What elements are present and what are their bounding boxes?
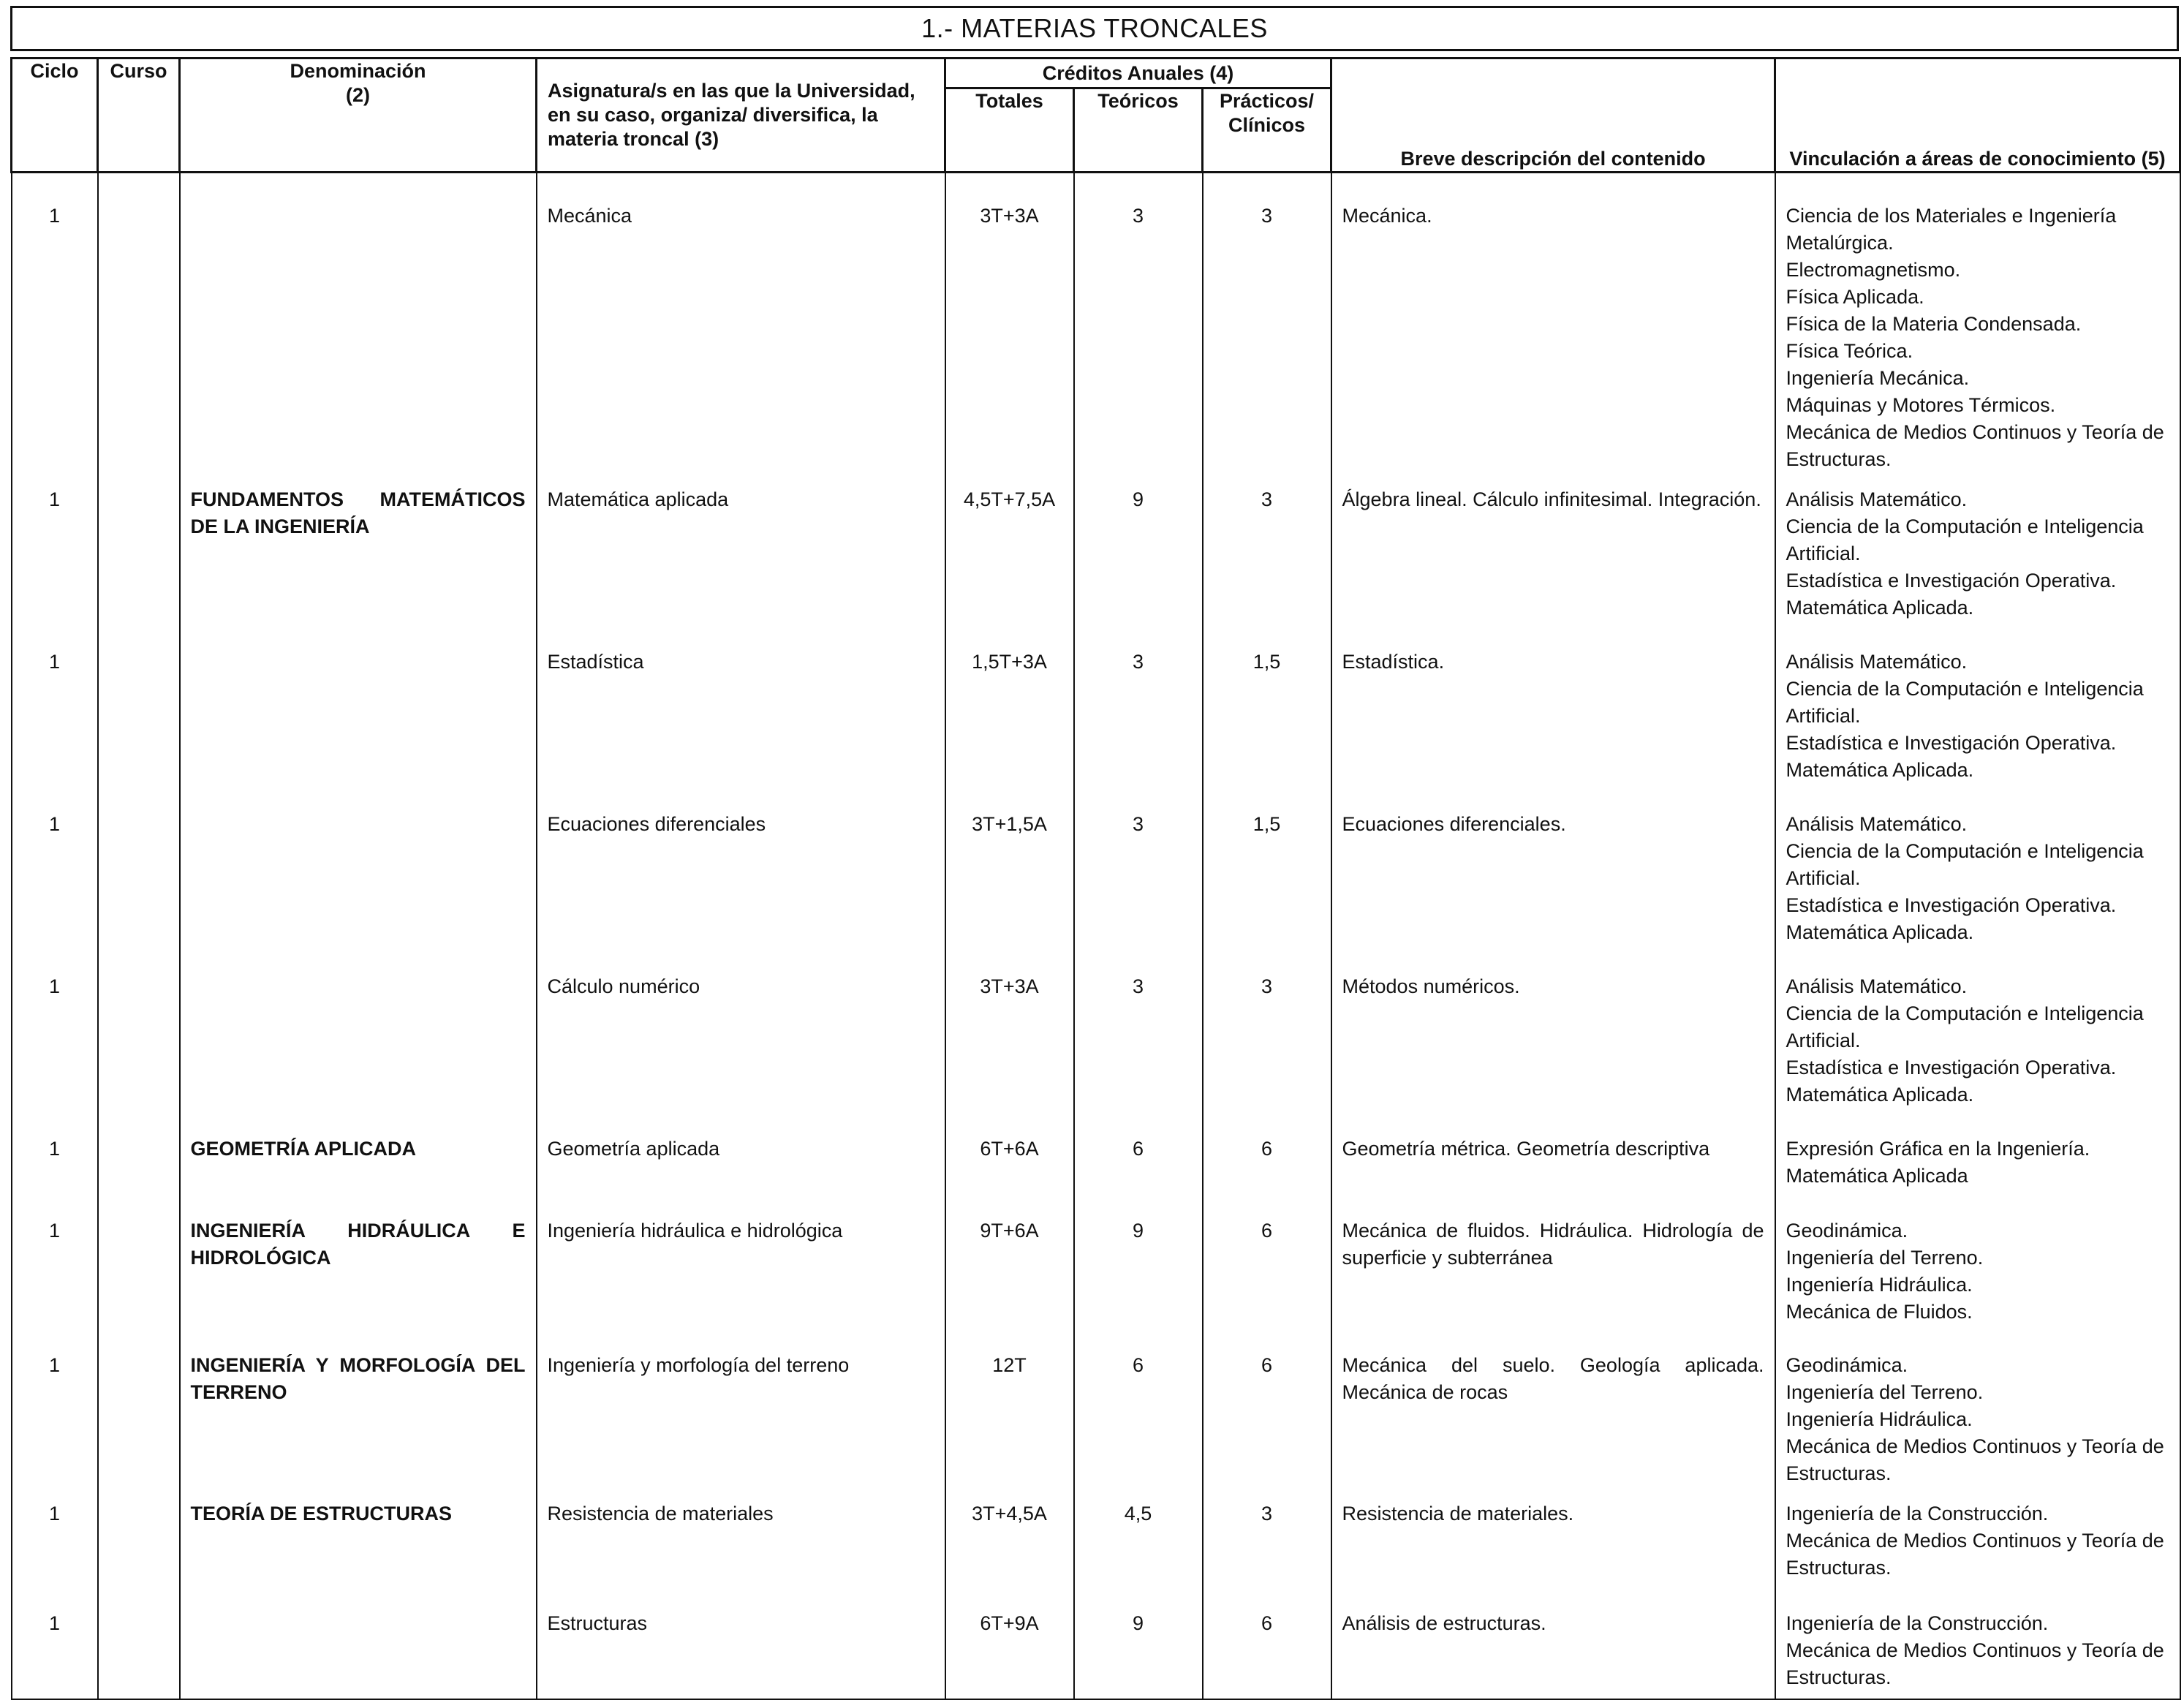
cell-practicos	[1203, 798, 1331, 960]
cell-teoricos	[1074, 635, 1203, 798]
cell-totales-text: 3T+1,5A	[972, 813, 1047, 835]
table-title: 1.- MATERIAS TRONCALES	[921, 13, 1268, 43]
cell-vinculacion	[1775, 1122, 2180, 1204]
cell-ciclo-text: 1	[48, 1138, 61, 1160]
cell-teoricos	[1074, 1487, 1203, 1597]
cell-practicos	[1203, 960, 1331, 1122]
vinculacion-area: Mecánica de Medios Continuos y Teoría de Estructuras.	[1786, 1639, 2164, 1688]
cell-ciclo-text: 1	[48, 1612, 61, 1634]
vinculacion-area: Ciencia de los Materiales e Ingeniería Metalúrgica.	[1786, 205, 2117, 254]
cell-teoricos	[1074, 798, 1203, 960]
vinculacion-area: Ingeniería Hidráulica.	[1786, 1274, 1973, 1296]
cell-teoricos	[1074, 1204, 1203, 1339]
vinculacion-area: Ciencia de la Computación e Inteligencia Artificial.	[1786, 840, 2144, 889]
cell-ciclo	[12, 1204, 98, 1339]
vinculacion-area: Análisis Matemático.	[1786, 813, 1968, 835]
header-practicos: Prácticos/ Clínicos	[1203, 88, 1331, 173]
table-row	[12, 1339, 2180, 1487]
cell-asignatura	[537, 798, 945, 960]
cell-ciclo-text: 1	[48, 1503, 61, 1525]
cell-descripcion-text: Álgebra lineal. Cálculo infinitesimal. Integración.	[1342, 488, 1761, 510]
cell-asignatura-text: Geometría aplicada	[547, 1138, 720, 1160]
cell-curso	[98, 173, 180, 474]
header-totales: Totales	[945, 88, 1074, 173]
cell-denominacion	[180, 1204, 537, 1339]
cell-teoricos	[1074, 1597, 1203, 1699]
cell-vinculacion	[1775, 473, 2180, 635]
cell-asignatura	[537, 173, 945, 474]
cell-totales	[945, 960, 1074, 1122]
cell-ciclo	[12, 960, 98, 1122]
vinculacion-area: Física Aplicada.	[1786, 286, 1924, 308]
cell-descripcion	[1331, 1204, 1775, 1339]
vinculacion-area: Estadística e Investigación Operativa.	[1786, 570, 2117, 592]
cell-ciclo-text: 1	[48, 488, 61, 510]
cell-ciclo	[12, 798, 98, 960]
cell-descripcion	[1331, 173, 1775, 474]
vinculacion-area: Matemática Aplicada.	[1786, 921, 1974, 943]
cell-asignatura	[537, 635, 945, 798]
cell-practicos-text: 6	[1261, 1138, 1273, 1160]
cell-asignatura-text: Ingeniería hidráulica e hidrológica	[547, 1220, 843, 1242]
cell-totales-text: 4,5T+7,5A	[963, 488, 1056, 510]
cell-ciclo	[12, 1597, 98, 1699]
cell-teoricos	[1074, 473, 1203, 635]
cell-practicos	[1203, 635, 1331, 798]
vinculacion-area: Mecánica de Medios Continuos y Teoría de Estructuras.	[1786, 1435, 2164, 1484]
cell-teoricos	[1074, 1122, 1203, 1204]
vinculacion-area: Geodinámica.	[1786, 1354, 1908, 1376]
header-vinculacion: Vinculación a áreas de conocimiento (5)	[1775, 58, 2180, 173]
cell-totales	[945, 1122, 1074, 1204]
header-teoricos: Teóricos	[1074, 88, 1203, 173]
cell-vinculacion	[1775, 960, 2180, 1122]
cell-denominacion	[180, 960, 537, 1122]
cell-practicos-text: 1,5	[1252, 813, 1281, 835]
cell-totales	[945, 1487, 1074, 1597]
cell-ciclo-text: 1	[48, 975, 61, 997]
cell-ciclo	[12, 1487, 98, 1597]
cell-teoricos-text: 3	[1132, 205, 1144, 227]
vinculacion-area: Matemática Aplicada.	[1786, 597, 1974, 619]
cell-asignatura-text: Matemática aplicada	[547, 488, 729, 510]
cell-ciclo-text: 1	[48, 651, 61, 673]
cell-descripcion	[1331, 960, 1775, 1122]
table-row	[12, 1597, 2180, 1699]
vinculacion-area: Máquinas y Motores Térmicos.	[1786, 394, 2056, 416]
cell-practicos-text: 3	[1261, 975, 1273, 997]
header-creditos-anuales: Créditos Anuales (4)	[945, 58, 1331, 88]
cell-practicos-text: 1,5	[1252, 651, 1281, 673]
cell-practicos-text: 3	[1261, 205, 1273, 227]
cell-teoricos	[1074, 173, 1203, 474]
cell-descripcion-text: Métodos numéricos.	[1342, 975, 1520, 997]
cell-teoricos-text: 4,5	[1124, 1503, 1152, 1525]
vinculacion-area: Ingeniería de la Construcción.	[1786, 1612, 2049, 1634]
vinculacion-area: Mecánica de Medios Continuos y Teoría de Estructuras.	[1786, 421, 2164, 470]
cell-asignatura	[537, 1204, 945, 1339]
vinculacion-area: Geodinámica.	[1786, 1220, 1908, 1242]
materias-troncales-table	[10, 57, 2181, 1700]
cell-vinculacion	[1775, 1339, 2180, 1487]
cell-denominacion	[180, 473, 537, 635]
table-row	[12, 1122, 2180, 1204]
cell-ciclo	[12, 173, 98, 474]
table-title-box	[10, 6, 2179, 51]
cell-denominacion-text: INGENIERÍA HIDRÁULICA E HIDROLÓGICA	[190, 1220, 526, 1269]
cell-totales	[945, 635, 1074, 798]
cell-ciclo-text: 1	[48, 205, 61, 227]
cell-asignatura	[537, 960, 945, 1122]
cell-practicos-text: 6	[1261, 1354, 1273, 1376]
cell-denominacion	[180, 1487, 537, 1597]
cell-asignatura	[537, 1487, 945, 1597]
table-header	[12, 58, 2180, 173]
cell-practicos	[1203, 1122, 1331, 1204]
vinculacion-area: Ciencia de la Computación e Inteligencia Artificial.	[1786, 1002, 2144, 1051]
cell-ciclo	[12, 1339, 98, 1487]
cell-denominacion	[180, 1122, 537, 1204]
cell-totales-text: 3T+3A	[980, 975, 1039, 997]
vinculacion-area: Matemática Aplicada.	[1786, 1084, 1974, 1106]
cell-curso	[98, 1487, 180, 1597]
vinculacion-area: Estadística e Investigación Operativa.	[1786, 894, 2117, 916]
vinculacion-area: Ingeniería de la Construcción.	[1786, 1503, 2049, 1525]
cell-asignatura-text: Mecánica	[547, 205, 632, 227]
vinculacion-area: Ingeniería del Terreno.	[1786, 1247, 1984, 1269]
cell-descripcion	[1331, 798, 1775, 960]
vinculacion-area: Ciencia de la Computación e Inteligencia Artificial.	[1786, 678, 2144, 727]
cell-teoricos-text: 6	[1132, 1354, 1144, 1376]
cell-asignatura-text: Resistencia de materiales	[547, 1503, 774, 1525]
cell-asignatura	[537, 473, 945, 635]
cell-descripcion-text: Geometría métrica. Geometría descriptiva	[1342, 1138, 1710, 1160]
cell-practicos	[1203, 1487, 1331, 1597]
cell-teoricos	[1074, 960, 1203, 1122]
cell-descripcion	[1331, 473, 1775, 635]
cell-asignatura-text: Cálculo numérico	[547, 975, 700, 997]
cell-denominacion	[180, 635, 537, 798]
cell-practicos	[1203, 1339, 1331, 1487]
table-row	[12, 1487, 2180, 1597]
cell-totales	[945, 1597, 1074, 1699]
header-curso: Curso	[98, 58, 180, 173]
cell-denominacion-text: INGENIERÍA Y MORFOLOGÍA DEL TERRENO	[190, 1354, 526, 1403]
cell-descripcion	[1331, 1597, 1775, 1699]
cell-teoricos	[1074, 1339, 1203, 1487]
cell-totales-text: 6T+9A	[980, 1612, 1039, 1634]
cell-ciclo-text: 1	[48, 1220, 61, 1242]
vinculacion-area: Electromagnetismo.	[1786, 259, 1961, 281]
table-row	[12, 960, 2180, 1122]
cell-teoricos-text: 9	[1132, 1220, 1144, 1242]
cell-curso	[98, 798, 180, 960]
cell-practicos	[1203, 173, 1331, 474]
cell-descripcion	[1331, 1339, 1775, 1487]
cell-vinculacion	[1775, 1597, 2180, 1699]
cell-denominacion	[180, 173, 537, 474]
cell-asignatura	[537, 1339, 945, 1487]
cell-practicos	[1203, 1597, 1331, 1699]
cell-practicos	[1203, 473, 1331, 635]
cell-descripcion	[1331, 635, 1775, 798]
vinculacion-area: Análisis Matemático.	[1786, 975, 1968, 997]
cell-descripcion-text: Resistencia de materiales.	[1342, 1503, 1574, 1525]
cell-asignatura-text: Estructuras	[547, 1612, 648, 1634]
cell-denominacion	[180, 798, 537, 960]
vinculacion-area: Ingeniería del Terreno.	[1786, 1381, 1984, 1403]
cell-descripcion-text: Mecánica del suelo. Geología aplicada. Mecánica de rocas	[1342, 1354, 1764, 1403]
vinculacion-area: Física de la Materia Condensada.	[1786, 313, 2082, 335]
cell-descripcion-text: Mecánica de fluidos. Hidráulica. Hidrología de superficie y subterránea	[1342, 1220, 1764, 1269]
cell-asignatura-text: Ingeniería y morfología del terreno	[547, 1354, 850, 1376]
cell-curso	[98, 635, 180, 798]
cell-descripcion-text: Análisis de estructuras.	[1342, 1612, 1546, 1634]
cell-totales-text: 12T	[992, 1354, 1027, 1376]
cell-totales-text: 9T+6A	[980, 1220, 1039, 1242]
header-ciclo: Ciclo	[12, 58, 98, 173]
cell-totales	[945, 798, 1074, 960]
vinculacion-area: Física Teórica.	[1786, 340, 1913, 362]
cell-totales-text: 3T+3A	[980, 205, 1039, 227]
cell-practicos-text: 3	[1261, 488, 1273, 510]
cell-denominacion-text: FUNDAMENTOS MATEMÁTICOS DE LA INGENIERÍA	[190, 488, 526, 537]
cell-denominacion-text: GEOMETRÍA APLICADA	[190, 1138, 416, 1160]
vinculacion-area: Análisis Matemático.	[1786, 651, 1968, 673]
cell-curso	[98, 1204, 180, 1339]
cell-practicos-text: 6	[1261, 1612, 1273, 1634]
vinculacion-area: Análisis Matemático.	[1786, 488, 1968, 510]
cell-ciclo	[12, 1122, 98, 1204]
vinculacion-area: Estadística e Investigación Operativa.	[1786, 1057, 2117, 1078]
cell-practicos	[1203, 1204, 1331, 1339]
cell-vinculacion	[1775, 1487, 2180, 1597]
table-row	[12, 473, 2180, 635]
vinculacion-area: Ingeniería Hidráulica.	[1786, 1408, 1973, 1430]
cell-totales	[945, 1204, 1074, 1339]
cell-teoricos-text: 9	[1132, 488, 1144, 510]
table-row	[12, 798, 2180, 960]
cell-teoricos-text: 3	[1132, 651, 1144, 673]
cell-descripcion-text: Ecuaciones diferenciales.	[1342, 813, 1566, 835]
cell-teoricos-text: 3	[1132, 975, 1144, 997]
cell-curso	[98, 960, 180, 1122]
cell-curso	[98, 1597, 180, 1699]
cell-vinculacion	[1775, 173, 2180, 474]
cell-curso	[98, 473, 180, 635]
cell-totales	[945, 173, 1074, 474]
cell-vinculacion	[1775, 798, 2180, 960]
cell-ciclo	[12, 635, 98, 798]
header-asignatura: Asignatura/s en las que la Universidad, en su caso, organiza/ diversifica, la materia troncal (3)	[537, 58, 945, 173]
cell-denominacion-text: TEORÍA DE ESTRUCTURAS	[190, 1503, 453, 1525]
cell-teoricos-text: 9	[1132, 1612, 1144, 1634]
cell-descripcion	[1331, 1487, 1775, 1597]
cell-ciclo	[12, 473, 98, 635]
table-body	[12, 173, 2180, 1700]
vinculacion-area: Ingeniería Mecánica.	[1786, 367, 1970, 389]
cell-ciclo-text: 1	[48, 1354, 61, 1376]
cell-asignatura-text: Ecuaciones diferenciales	[547, 813, 766, 835]
cell-descripcion-text: Estadística.	[1342, 651, 1445, 673]
cell-denominacion	[180, 1339, 537, 1487]
table-row	[12, 1204, 2180, 1339]
vinculacion-area: Matemática Aplicada.	[1786, 759, 1974, 781]
cell-descripcion-text: Mecánica.	[1342, 205, 1432, 227]
vinculacion-area: Ciencia de la Computación e Inteligencia Artificial.	[1786, 515, 2144, 564]
cell-practicos-text: 6	[1261, 1220, 1273, 1242]
vinculacion-area: Mecánica de Fluidos.	[1786, 1301, 1973, 1323]
cell-denominacion	[180, 1597, 537, 1699]
vinculacion-area: Mecánica de Medios Continuos y Teoría de Estructuras.	[1786, 1530, 2164, 1579]
table-row	[12, 635, 2180, 798]
table-row	[12, 173, 2180, 474]
cell-ciclo-text: 1	[48, 813, 61, 835]
cell-totales-text: 3T+4,5A	[972, 1503, 1047, 1525]
vinculacion-area: Expresión Gráfica en la Ingeniería.	[1786, 1138, 2090, 1160]
cell-asignatura-text: Estadística	[547, 651, 644, 673]
cell-curso	[98, 1339, 180, 1487]
header-descripcion: Breve descripción del contenido	[1331, 58, 1775, 173]
cell-teoricos-text: 3	[1132, 813, 1144, 835]
cell-totales-text: 6T+6A	[980, 1138, 1039, 1160]
vinculacion-area: Matemática Aplicada	[1786, 1165, 1968, 1187]
cell-vinculacion	[1775, 635, 2180, 798]
cell-descripcion	[1331, 1122, 1775, 1204]
cell-totales-text: 1,5T+3A	[972, 651, 1047, 673]
cell-vinculacion	[1775, 1204, 2180, 1339]
cell-asignatura	[537, 1597, 945, 1699]
cell-totales	[945, 1339, 1074, 1487]
cell-asignatura	[537, 1122, 945, 1204]
cell-teoricos-text: 6	[1132, 1138, 1144, 1160]
cell-curso	[98, 1122, 180, 1204]
cell-totales	[945, 473, 1074, 635]
vinculacion-area: Estadística e Investigación Operativa.	[1786, 732, 2117, 754]
header-denominacion: Denominación (2)	[180, 58, 537, 173]
cell-practicos-text: 3	[1261, 1503, 1273, 1525]
